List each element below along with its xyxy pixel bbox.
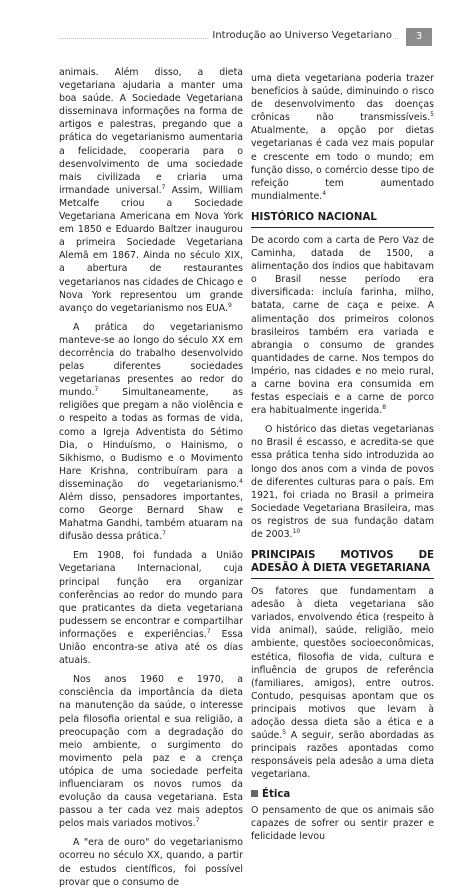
paragraph: A "era de ouro" do vegetarianismo ocorreu no século XX, quando, a partir de estudos científicos, foi possível provar que o consumo de (59, 837, 243, 888)
paragraph: animais. Além disso, a dieta vegetariana ajudaria a manter uma boa saúde. A Sociedade Vegetariana disseminava informações na forma de artigos e palestras, pregando que a prática do vegetarianismo aumentaria a felicidade, cooperaria para o desenvolvimento de uma sociedade mais civilizada e criaria uma irmandade universal.$^7$ Assim, William Metcalfe criou a Sociedade Vegetariana Americana em Nova York em 1850 e Eduardo Baltzer inaugurou a primeira Sociedade Vegetariana Alemã em 1867. Ainda no século XIX, a abertura de restaurantes vegetarianos nas cidades de Chicago e Nova York representou um grande avanço do vegetarianismo nos EUA.$^9$ (59, 67, 243, 314)
left-column (59, 66, 243, 895)
paragraph: O histórico das dietas vegetarianas no Brasil é escasso, e acredita-se que essa prática tenha sido introduzida ao longo dos anos com a vinda de povos de diferentes culturas para o país. Em 1921, foi criada no Brasil a primeira Sociedade Vegetariana Brasileira, mas os registros de sua fundação datam de 2003.10 (251, 424, 434, 540)
paragraph: Em 1908, foi fundada a União Vegetariana Internacional, cuja principal função era organizar conferências ao redor do mundo para que praticantes da dieta vegetariana pudessem se encontrar e compartilhar informações e experiências.$^7$ Essa União encontra-se ativa até os dias atuais. (59, 550, 244, 667)
running-title: Introdução ao Universo Vegetariano (208, 30, 392, 41)
paragraph: Os fatores que fundamentam a adesão à dieta vegetariana são variados, envolvendo ética (respeito à vida animal), saúde, religião, meio ambiente, questões socioeconômicas, estética, filosofia de vida, cultura e influência de grupos de referência (familiares, amigos), entre outros. Contudo, pesquisas apontam que os principais motivos que levam à adoção dessa dieta são a ética e a saúde.$^5$ A seguir, serão abordadas as principais razões apontadas como responsáveis pela adesão a uma dieta vegetariana. (251, 586, 434, 781)
right-column (251, 72, 434, 849)
paragraph: Nos anos 1960 e 1970, a consciência da importância da dieta na manutenção da saúde, o interesse pela filosofia oriental e sua religião, a preocupação com a degradação do meio ambiente, o surgimento do movimento pela paz e a crença utópica de uma sociedade perfeita influenciaram os novos rumos da evolução da causa vegetariana. Esta passou a ter cada vez mais adeptos pelos mais variados motivos.$^7$ (59, 674, 243, 830)
paragraph: A prática do vegetarianismo manteve-se ao longo do século XX em decorrência do trabalho desenvolvido pelas diferentes sociedades vegetarianas presentes ao redor do mundo.$^7$ Simultaneamente, as religiões que pregam a não violência e o respeito a todas as formas de vida, como a Igreja Adventista do Sétimo Dia, o Hinduísmo, o Hainismo, o Sikhismo, o Budismo e o Movimento Hare Krishna, contribuíram para a disseminação do vegetarianismo.$^4$ Além disso, pensadores importantes, como George Bernard Shaw e Mahatma Gandhi, também atuaram na difusão dessa prática.$^7$ (59, 321, 243, 543)
paragraph: De acordo com a carta de Pero Vaz de Caminha, datada de 1500, a alimentação dos índios que habitavam o Brasil nesse período era diversificada: incluía farinha, milho, batata, carne de caça e peixe. A alimentação dos primeiros colonos brasileiros também era variada e abrangia o consumo de grandes quantidades de carne. Nos tempos do Império, nas cidades e no meio rural, a carne bovina era consumida em festas especiais e a carne de porco era habitualmente ingerida.$^8$ (251, 234, 434, 417)
page-number: 3 (406, 28, 432, 46)
square-bullet-icon (251, 790, 258, 797)
paragraph: uma dieta vegetariana poderia trazer benefícios à saúde, diminuindo o risco de desenvolvimento das doenças crônicas não transmissíveis.$^5$ Atualmente, a opção por dietas vegetarianas é cada vez mais popular e crescente em todo o mundo; em função disso, o comércio desse tipo de refeição tem aumentado mundialmente.$^4$ (251, 73, 434, 202)
section-heading-motivos: PRINCIPAIS MOTIVOS DE ADESÃO À DIETA VEGETARIANA (251, 549, 434, 579)
paragraph: O pensamento de que os animais são capazes de sofrer ou sentir prazer e felicidade levou (251, 804, 434, 842)
running-header (59, 28, 432, 48)
section-heading-historico: HISTÓRICO NACIONAL (251, 211, 434, 228)
subsection-heading-etica: Ética (251, 788, 434, 801)
